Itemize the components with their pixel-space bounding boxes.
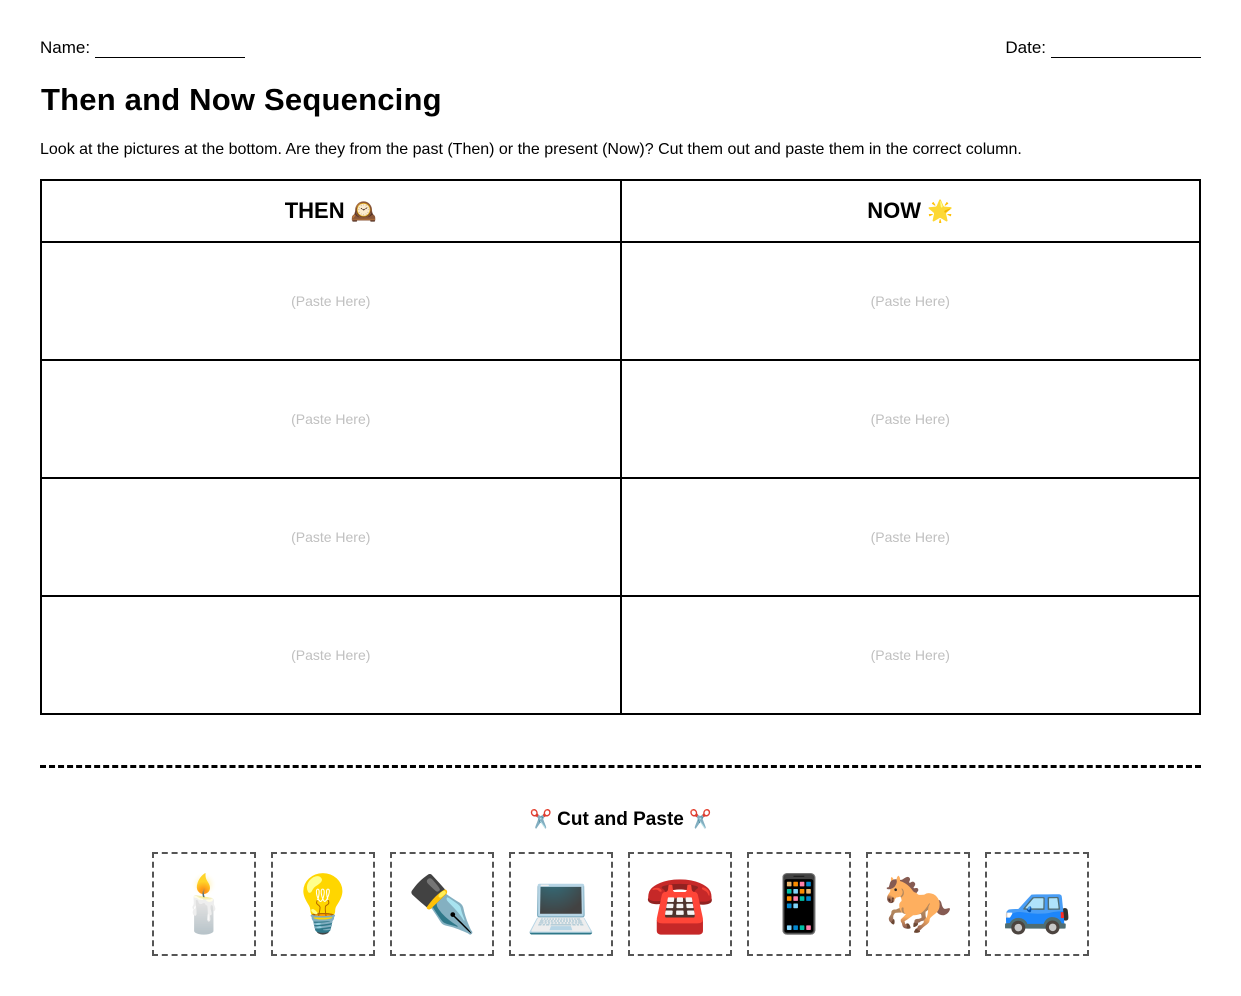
table-row bbox=[41, 596, 1200, 714]
instructions: Look at the pictures at the bottom. Are they from the past (Then) or the present (Now)? Cut them out and paste them in the correct column. bbox=[40, 141, 1022, 158]
then-paste-cell-4[interactable]: (Paste Here) bbox=[41, 596, 621, 714]
now-paste-cell-1[interactable]: (Paste Here) bbox=[621, 242, 1201, 360]
glowing-star-icon: 🌟 bbox=[927, 200, 954, 223]
then-label: THEN bbox=[284, 198, 345, 223]
table-row bbox=[41, 242, 1200, 360]
scissors-icon: ✂️ bbox=[529, 809, 552, 829]
page-title: Then and Now Sequencing bbox=[41, 82, 442, 117]
header-row bbox=[40, 38, 1201, 60]
horse-icon: 🐎 bbox=[883, 872, 953, 935]
date-label: Date: bbox=[1005, 38, 1046, 57]
name-label: Name: bbox=[40, 38, 91, 57]
column-header-now bbox=[621, 180, 1201, 242]
cutout-card-tablet[interactable] bbox=[747, 852, 851, 956]
dashed-cut-line bbox=[40, 765, 1201, 768]
then-paste-cell-3[interactable]: (Paste Here) bbox=[41, 478, 621, 596]
then-paste-cell-2[interactable]: (Paste Here) bbox=[41, 360, 621, 478]
then-paste-cell-1[interactable]: (Paste Here) bbox=[41, 242, 621, 360]
table-row bbox=[41, 360, 1200, 478]
cutout-card-laptop[interactable] bbox=[509, 852, 613, 956]
table-row bbox=[41, 478, 1200, 596]
cutout-card-horse[interactable] bbox=[866, 852, 970, 956]
name-blank-line[interactable] bbox=[95, 41, 245, 58]
cut-and-paste-heading bbox=[0, 809, 1241, 831]
name-field[interactable] bbox=[40, 38, 245, 58]
now-paste-cell-3[interactable]: (Paste Here) bbox=[621, 478, 1201, 596]
tablet-icon: 📱 bbox=[764, 872, 834, 935]
telephone-icon: ☎️ bbox=[645, 872, 715, 935]
fountain-pen-icon: ✒️ bbox=[407, 872, 477, 935]
date-field[interactable] bbox=[1005, 38, 1201, 58]
then-now-table bbox=[40, 179, 1201, 715]
now-paste-cell-4[interactable]: (Paste Here) bbox=[621, 596, 1201, 714]
scissors-icon: ✂️ bbox=[689, 809, 712, 829]
now-paste-cell-2[interactable]: (Paste Here) bbox=[621, 360, 1201, 478]
car-icon: 🚙 bbox=[1002, 872, 1072, 935]
date-blank-line[interactable] bbox=[1051, 41, 1201, 58]
column-header-then bbox=[41, 180, 621, 242]
light-bulb-icon: 💡 bbox=[288, 872, 358, 935]
cutout-card-light-bulb[interactable] bbox=[271, 852, 375, 956]
cutout-card-car[interactable] bbox=[985, 852, 1089, 956]
cut-and-paste-label: Cut and Paste bbox=[557, 809, 684, 830]
candle-icon: 🕯️ bbox=[169, 872, 239, 935]
now-label: NOW bbox=[867, 198, 922, 223]
cutout-card-telephone[interactable] bbox=[628, 852, 732, 956]
cutout-card-fountain-pen[interactable] bbox=[390, 852, 494, 956]
cutout-cards bbox=[152, 852, 1089, 956]
cutout-card-candle[interactable] bbox=[152, 852, 256, 956]
mantelpiece-clock-icon: 🕰️ bbox=[350, 200, 377, 223]
laptop-icon: 💻 bbox=[526, 872, 596, 935]
